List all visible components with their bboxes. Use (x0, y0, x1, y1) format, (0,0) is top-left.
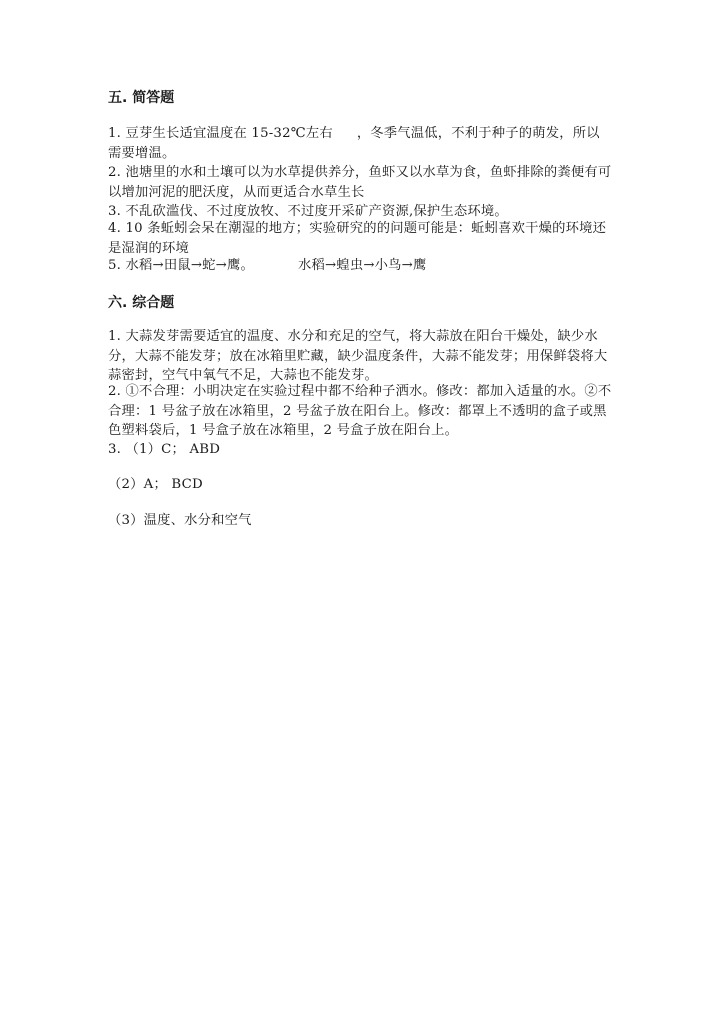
answer-5-1 (108, 124, 612, 163)
answer-5-5 (108, 256, 612, 276)
answer-6-3-2: （2）A； BCD (108, 477, 203, 492)
answer-6-3-3: （3）温度、水分和空气 (108, 513, 252, 528)
food-chain-2: 水稻→蝗虫→小鸟→鹰 (298, 258, 427, 273)
answer-6-2: 2. ①不合理：小明决定在实验过程中都不给种子洒水。修改：都加入适量的水。②不合理：1 号盆子放在冰箱里，2 号盆子放在阳台上。修改：都罩上不透明的盒子或黑色塑料袋后，1 号盒子放在冰箱里，2 号盒子放在阳台上。 (108, 384, 612, 438)
answer-5-4: 4. 10 条蚯蚓会呆在潮湿的地方；实验研究的的问题可能是：蚯蚓喜欢干燥的环境还是湿润的环境 (108, 221, 607, 256)
section-heading-comprehensive: 六. 综合题 (108, 295, 175, 311)
answer-5-3: 3. 不乱砍滥伐、不过度放牧、不过度开采矿产资源,保护生态环境。 (108, 204, 508, 219)
answer-5-2: 2. 池塘里的水和土壤可以为水草提供养分，鱼虾又以水草为食，鱼虾排除的粪便有可以增加河泥的肥沃度，从而更适合水草生长 (108, 165, 612, 200)
answer-6-1: 1. 大蒜发芽需要适宜的温度、水分和充足的空气，将大蒜放在阳台干燥处，缺少水分，大蒜不能发芽；放在冰箱里贮藏，缺少温度条件，大蒜不能发芽；用保鲜袋将大蒜密封，空气中氧气不足，大蒜也不能发芽。 (108, 329, 608, 383)
answer-5-1-part-a: 1. 豆芽生长适宜温度在 15-32℃左右 (108, 126, 333, 141)
answer-6-3-1: 3. （1）C； ABD (108, 442, 221, 457)
food-chain-1: 5. 水稻→田鼠→蛇→鹰。 (108, 258, 255, 273)
section-heading-short-answer: 五. 简答题 (108, 90, 175, 106)
answer-5-1-part-b: ，冬季气温低，不利于种子的萌发，所以需要增温。 (108, 126, 600, 161)
